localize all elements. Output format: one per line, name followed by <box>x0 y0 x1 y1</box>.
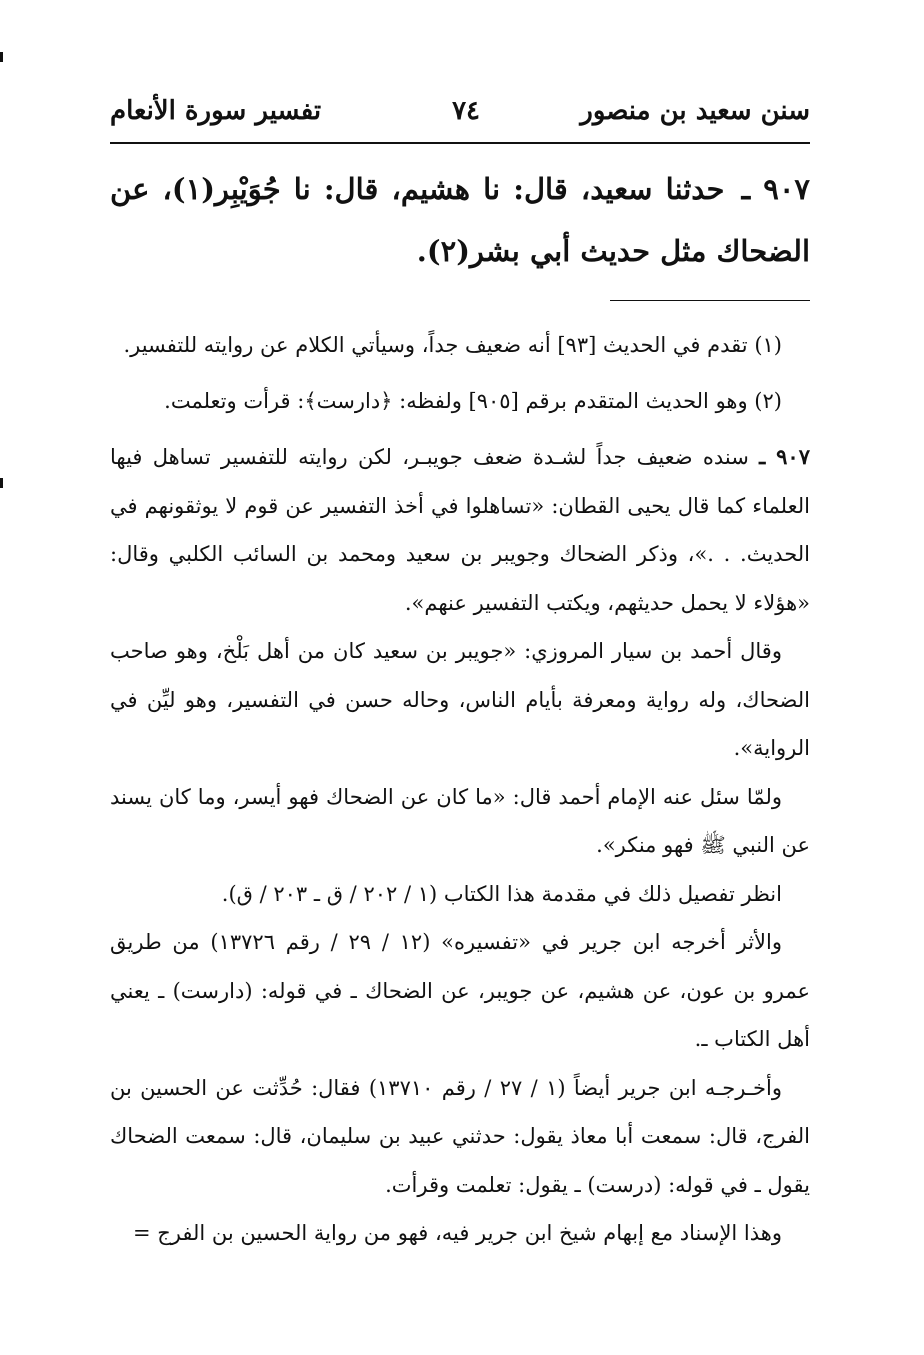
document-page <box>110 90 810 1258</box>
section-title: تفسير سورة الأنعام <box>110 96 322 126</box>
running-header <box>110 90 810 140</box>
commentary-paragraph-1 <box>110 433 810 627</box>
hadith-text <box>110 158 810 282</box>
header-rule <box>110 142 810 144</box>
commentary-number: ٩٠٧ ـ <box>759 444 810 469</box>
commentary-paragraph-2: وقال أحمد بن سيار المروزي: «جويبر بن سعيد كان من أهل بَلْخ، وهو صاحب الضحاك، وله رواية ومعرفة بأيام الناس، وحاله حسن في التفسير، وهو ليِّن في الرواية». <box>110 639 810 760</box>
page-edge-mark-top <box>0 52 3 62</box>
commentary-paragraph-5: والأثر أخرجه ابن جرير في «تفسيره» (١٢ / ٢٩ / رقم ١٣٧٢٦) من طريق عمرو بن عون، عن هشيم، عن جويبر، عن الضحاك ـ في قوله: (دارست) ـ يعني أهل الكتاب ـ. <box>110 930 810 1051</box>
commentary-first-text: سنده ضعيف جداً لشـدة ضعف جويبـر، لكن روايته للتفسير تساهل فيها العلماء كما قال يحيى القطان: «تساهلوا في أخذ التفسير عن قوم لا يوثقونهم في الحديث. . .»، وذكر الضحاك وجويبر بن سعيد ومحمد بن السائب الكلبي وقال: «هؤلاء لا يحمل حديثهم، ويكتب التفسير عنهم». <box>110 445 810 615</box>
footnote-1: (١) تقدم في الحديث [٩٣] أنه ضعيف جداً، وسيأتي الكلام عن روايته للتفسير. <box>123 333 782 357</box>
book-title: سنن سعيد بن منصور <box>580 96 810 126</box>
commentary-paragraph-7: وهذا الإسناد مع إبهام شيخ ابن جرير فيه، فهو من رواية الحسين بن الفرج = <box>132 1221 782 1245</box>
footnote-separator <box>610 300 810 301</box>
hadith-number: ٩٠٧ ـ <box>741 172 810 206</box>
commentary-paragraph-4: انظر تفصيل ذلك في مقدمة هذا الكتاب (١ / ٢٠٢ / ق ـ ٢٠٣ / ق). <box>221 881 782 906</box>
footnote-2: (٢) وهو الحديث المتقدم برقم [٩٠٥] ولفظه: ﴿دارست﴾: قرأت وتعلمت. <box>164 389 782 413</box>
commentary-paragraph-6: وأخـرجـه ابن جرير أيضاً (١ / ٢٧ / رقم ١٣٧١٠) فقال: حُدِّثت عن الحسين بن الفرج، قال: سمعت أبا معاذ يقول: حدثني عبيد بن سليمان، قال: سمعت الضحاك يقول ـ في قوله: (درست) ـ يقول: تعلمت وقرأت. <box>110 1075 810 1197</box>
page-edge-mark-middle <box>0 478 3 488</box>
hadith-body: حدثنا سعيد، قال: نا هشيم، قال: نا جُوَيْبِر(١)، عن الضحاك مثل حديث أبي بشر(٢). <box>110 172 810 268</box>
page-number: ٧٤ <box>452 96 480 126</box>
commentary-paragraph-3: ولمّا سئل عنه الإمام أحمد قال: «ما كان عن الضحاك فهو أيسر، وما كان يسند عن النبي ﷺ فهو منكر». <box>110 784 810 857</box>
